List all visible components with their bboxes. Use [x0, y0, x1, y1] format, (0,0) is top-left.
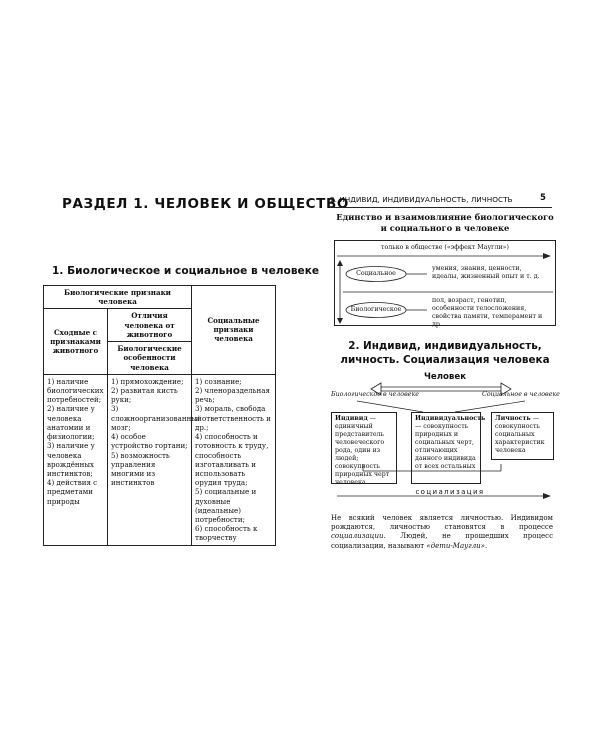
text-social: умения, знания, ценности, идеалы, жизненный опыт и т. д.	[432, 265, 540, 280]
box-personality	[491, 412, 554, 460]
running-head: 2. ИНДИВИД, ИНДИВИДУАЛЬНОСТЬ, ЛИЧНОСТЬ	[330, 195, 552, 208]
header-diff: Отличия человека от животного	[108, 309, 192, 342]
header-bio-features: Биологические особенности человека	[108, 342, 192, 375]
header-similar: Сходные с признаками животного	[44, 309, 108, 374]
diagram1-top-label: только в обществе («эффект Маугли»)	[381, 244, 509, 251]
vertical-arrow-down	[337, 318, 343, 324]
human-label: Человек	[423, 372, 467, 382]
page-number: 5	[540, 193, 546, 203]
col-similar: 1) наличие биологических потребностей; 2) наличие у человека анатомии и физиологии; 3) наличие у человека врождённых инстинктов; 4) действия с предметами природы	[44, 374, 108, 545]
term-personality: Личность	[495, 415, 531, 422]
para-part-5: .	[484, 541, 488, 550]
box-individ	[331, 412, 397, 484]
para-term-socialization: социализации	[331, 532, 384, 541]
section2-title: 2. Индивид, индивидуальность, личность. Социализация человека	[340, 340, 550, 366]
text-bio: пол, возраст, генотип, особенности телосложения, свойства памяти, темперамент и др.	[432, 297, 543, 328]
para-part-3: . Людей, не прошедших процесс социализации, называют	[331, 532, 553, 550]
socialization-paragraph	[331, 514, 553, 551]
label-social: Социальное	[356, 270, 396, 277]
para-part-1: Не всякий человек является личностью. Индивидом рождаются, личностью становятся в процессе	[331, 514, 553, 532]
socialization-label: социализация	[415, 488, 485, 496]
label-bio: Биологическое	[350, 306, 402, 313]
col-social: 1) сознание; 2) членораздельная речь; 3) мораль, свобода и ответственность и др.; 4) способность и готовность к труду, способность изготавливать и использовать орудия труда; 5) социальные и духовные (идеальные) потребности; 6) способность к творчеству	[192, 374, 276, 545]
text-individ: — единичный представитель человеческого рода, один из людей; совокупность природных черт человека	[335, 415, 390, 486]
subsection-title: 1. Биологическое и социальное в человеке	[52, 265, 320, 277]
bio-in-human: Биологическое в человеке	[331, 391, 419, 398]
term-individuality: Индивидуальность	[415, 415, 486, 422]
section-title: РАЗДЕЛ 1. ЧЕЛОВЕК И ОБЩЕСТВО	[62, 196, 349, 212]
top-arrowhead	[543, 253, 551, 259]
para-term-mowgli: «дети-Маугли»	[426, 541, 485, 550]
header-bio: Биологические признаки человека	[44, 286, 192, 309]
socialization-arrowhead	[543, 493, 551, 499]
social-in-human: Социальное в человеке	[482, 391, 560, 398]
bio-social-table	[43, 285, 276, 546]
header-social: Социальные признаки человека	[192, 286, 276, 375]
term-individ: Индивид	[335, 415, 368, 422]
text-individuality: — совокупность природных и социальных черт, отличающих данного индивида от всех остальных	[415, 422, 476, 470]
diagram1-title: Единство и взаимовлияние биологического и социального в человеке	[336, 212, 554, 233]
diagram1-box	[334, 240, 556, 326]
col-bio-features: 1) прямохождение; 2) развитая кисть руки; 3) сложноорганизованный мозг; 4) особое устройство гортани; 5) возможность управления многими из инстинктов	[108, 374, 192, 545]
box-individuality	[411, 412, 486, 484]
text-personality: — совокупность социальных характеристик человека	[495, 415, 545, 454]
vertical-arrow-up	[337, 260, 343, 266]
